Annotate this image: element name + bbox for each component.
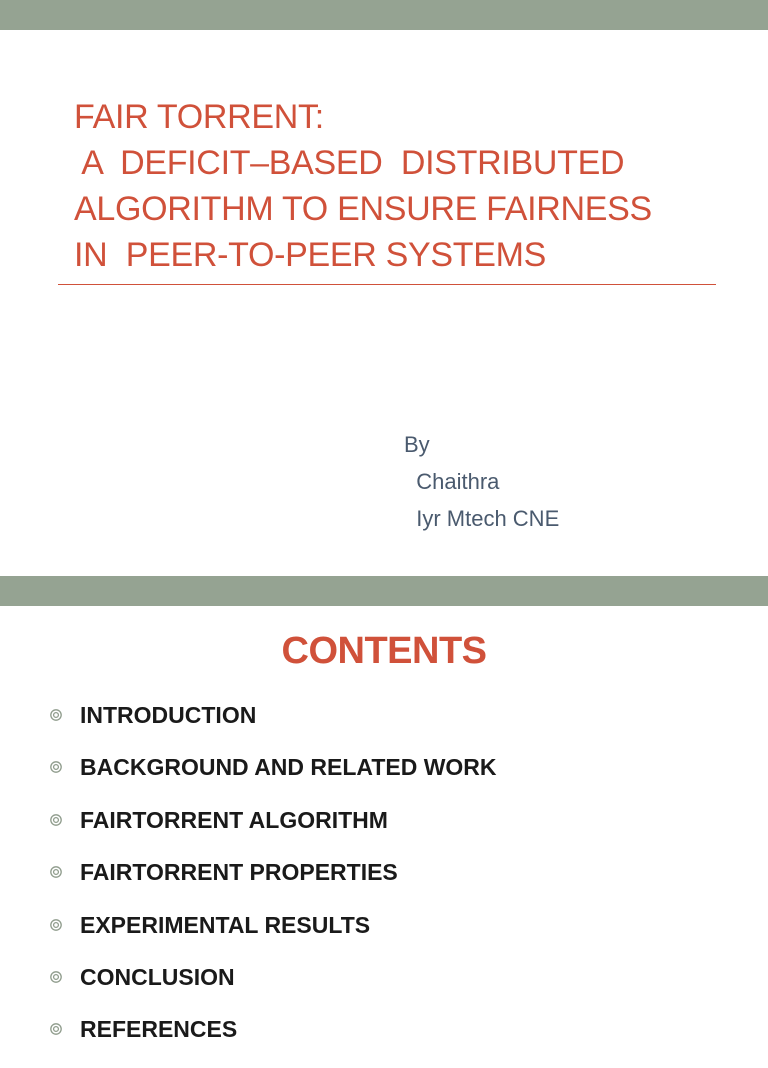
byline-by: By — [404, 432, 430, 457]
author-course: Iyr Mtech CNE — [404, 506, 560, 531]
title-slide — [0, 30, 768, 576]
list-item-label: INTRODUCTION — [80, 702, 257, 728]
contents-slide — [0, 606, 768, 1043]
list-item-label: BACKGROUND AND RELATED WORK — [80, 754, 497, 781]
list-item-label: EXPERIMENTAL RESULTS — [80, 911, 371, 938]
slide-title — [74, 94, 734, 278]
concentric-circle-bullet-icon — [50, 971, 62, 983]
concentric-circle-bullet-icon — [50, 1023, 62, 1035]
middle-band — [0, 576, 768, 606]
top-band — [0, 0, 768, 30]
author-byline — [404, 426, 559, 537]
list-item-label: CONCLUSION — [80, 963, 235, 990]
concentric-circle-bullet-icon — [50, 866, 62, 878]
title-line: IN PEER-TO-PEER SYSTEMS — [74, 236, 547, 274]
concentric-circle-bullet-icon — [50, 814, 62, 826]
list-item-label: REFERENCES — [80, 1016, 238, 1043]
author-name: Chaithra — [404, 469, 500, 494]
title-line: ALGORITHM TO ENSURE FAIRNESS — [74, 190, 652, 228]
list-item-label: FAIRTORRENT ALGORITHM — [80, 806, 388, 833]
list-item-label: FAIRTORRENT PROPERTIES — [80, 859, 398, 886]
concentric-circle-bullet-icon — [50, 761, 62, 773]
title-line: A DEFICIT–BASED DISTRIBUTED — [74, 144, 625, 182]
concentric-circle-bullet-icon — [50, 709, 62, 721]
title-line: FAIR TORRENT: — [74, 98, 324, 136]
contents-heading: CONTENTS — [281, 630, 487, 672]
title-divider — [58, 284, 716, 285]
concentric-circle-bullet-icon — [50, 919, 62, 931]
